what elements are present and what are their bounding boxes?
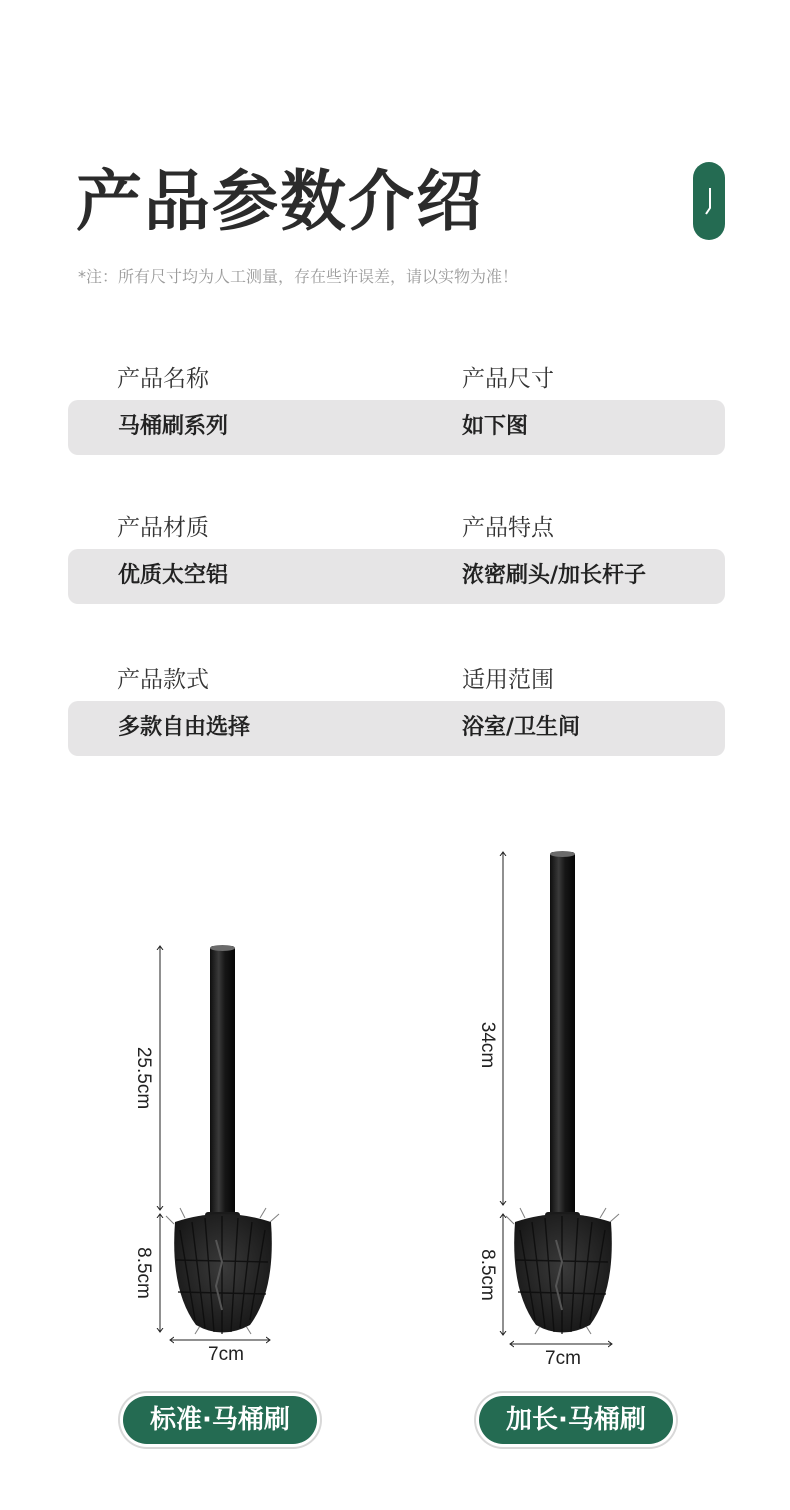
product-dimension-diagram: [0, 820, 790, 1390]
measurement-note: *注：所有尺寸均为人工测量，存在些许误差，请以实物为准！: [78, 267, 519, 286]
standard-head-width-label: 7cm: [208, 1344, 244, 1365]
long-handle-cap: [550, 851, 575, 857]
title-tag-decoration: [693, 162, 725, 240]
long-handle: [550, 852, 575, 1220]
standard-handle-cap: [210, 945, 235, 951]
long-head-width-label: 7cm: [545, 1348, 581, 1369]
param-value-size: 如下图: [462, 414, 529, 439]
standard-brush-name-badge: 标准·马桶刷: [123, 1396, 317, 1444]
param-label-feature: 产品特点: [462, 515, 554, 541]
param-value-name: 马桶刷系列: [118, 414, 229, 439]
standard-handle: [210, 946, 235, 1218]
param-label-style: 产品款式: [117, 667, 209, 693]
param-label-usage: 适用范围: [462, 667, 554, 693]
param-value-usage: 浴室/卫生间: [462, 715, 581, 740]
long-head-height-label: 8.5cm: [477, 1249, 498, 1301]
standard-handle-length-label: 25.5cm: [133, 1046, 154, 1110]
standard-head-height-label: 8.5cm: [133, 1247, 154, 1299]
page-title: 产品参数介绍: [76, 163, 484, 240]
param-value-style: 多款自由选择: [118, 715, 251, 740]
long-handle-length-label: 34cm: [477, 1021, 498, 1069]
param-label-name: 产品名称: [117, 366, 209, 392]
slash-mark-icon: [703, 186, 715, 216]
param-label-material: 产品材质: [117, 515, 209, 541]
long-brush: [477, 851, 619, 1369]
param-label-size: 产品尺寸: [462, 366, 554, 392]
standard-brush: [133, 945, 279, 1365]
param-value-feature: 浓密刷头/加长杆子: [462, 563, 647, 588]
long-brush-name-badge: 加长·马桶刷: [479, 1396, 673, 1444]
param-value-material: 优质太空铝: [118, 563, 229, 588]
